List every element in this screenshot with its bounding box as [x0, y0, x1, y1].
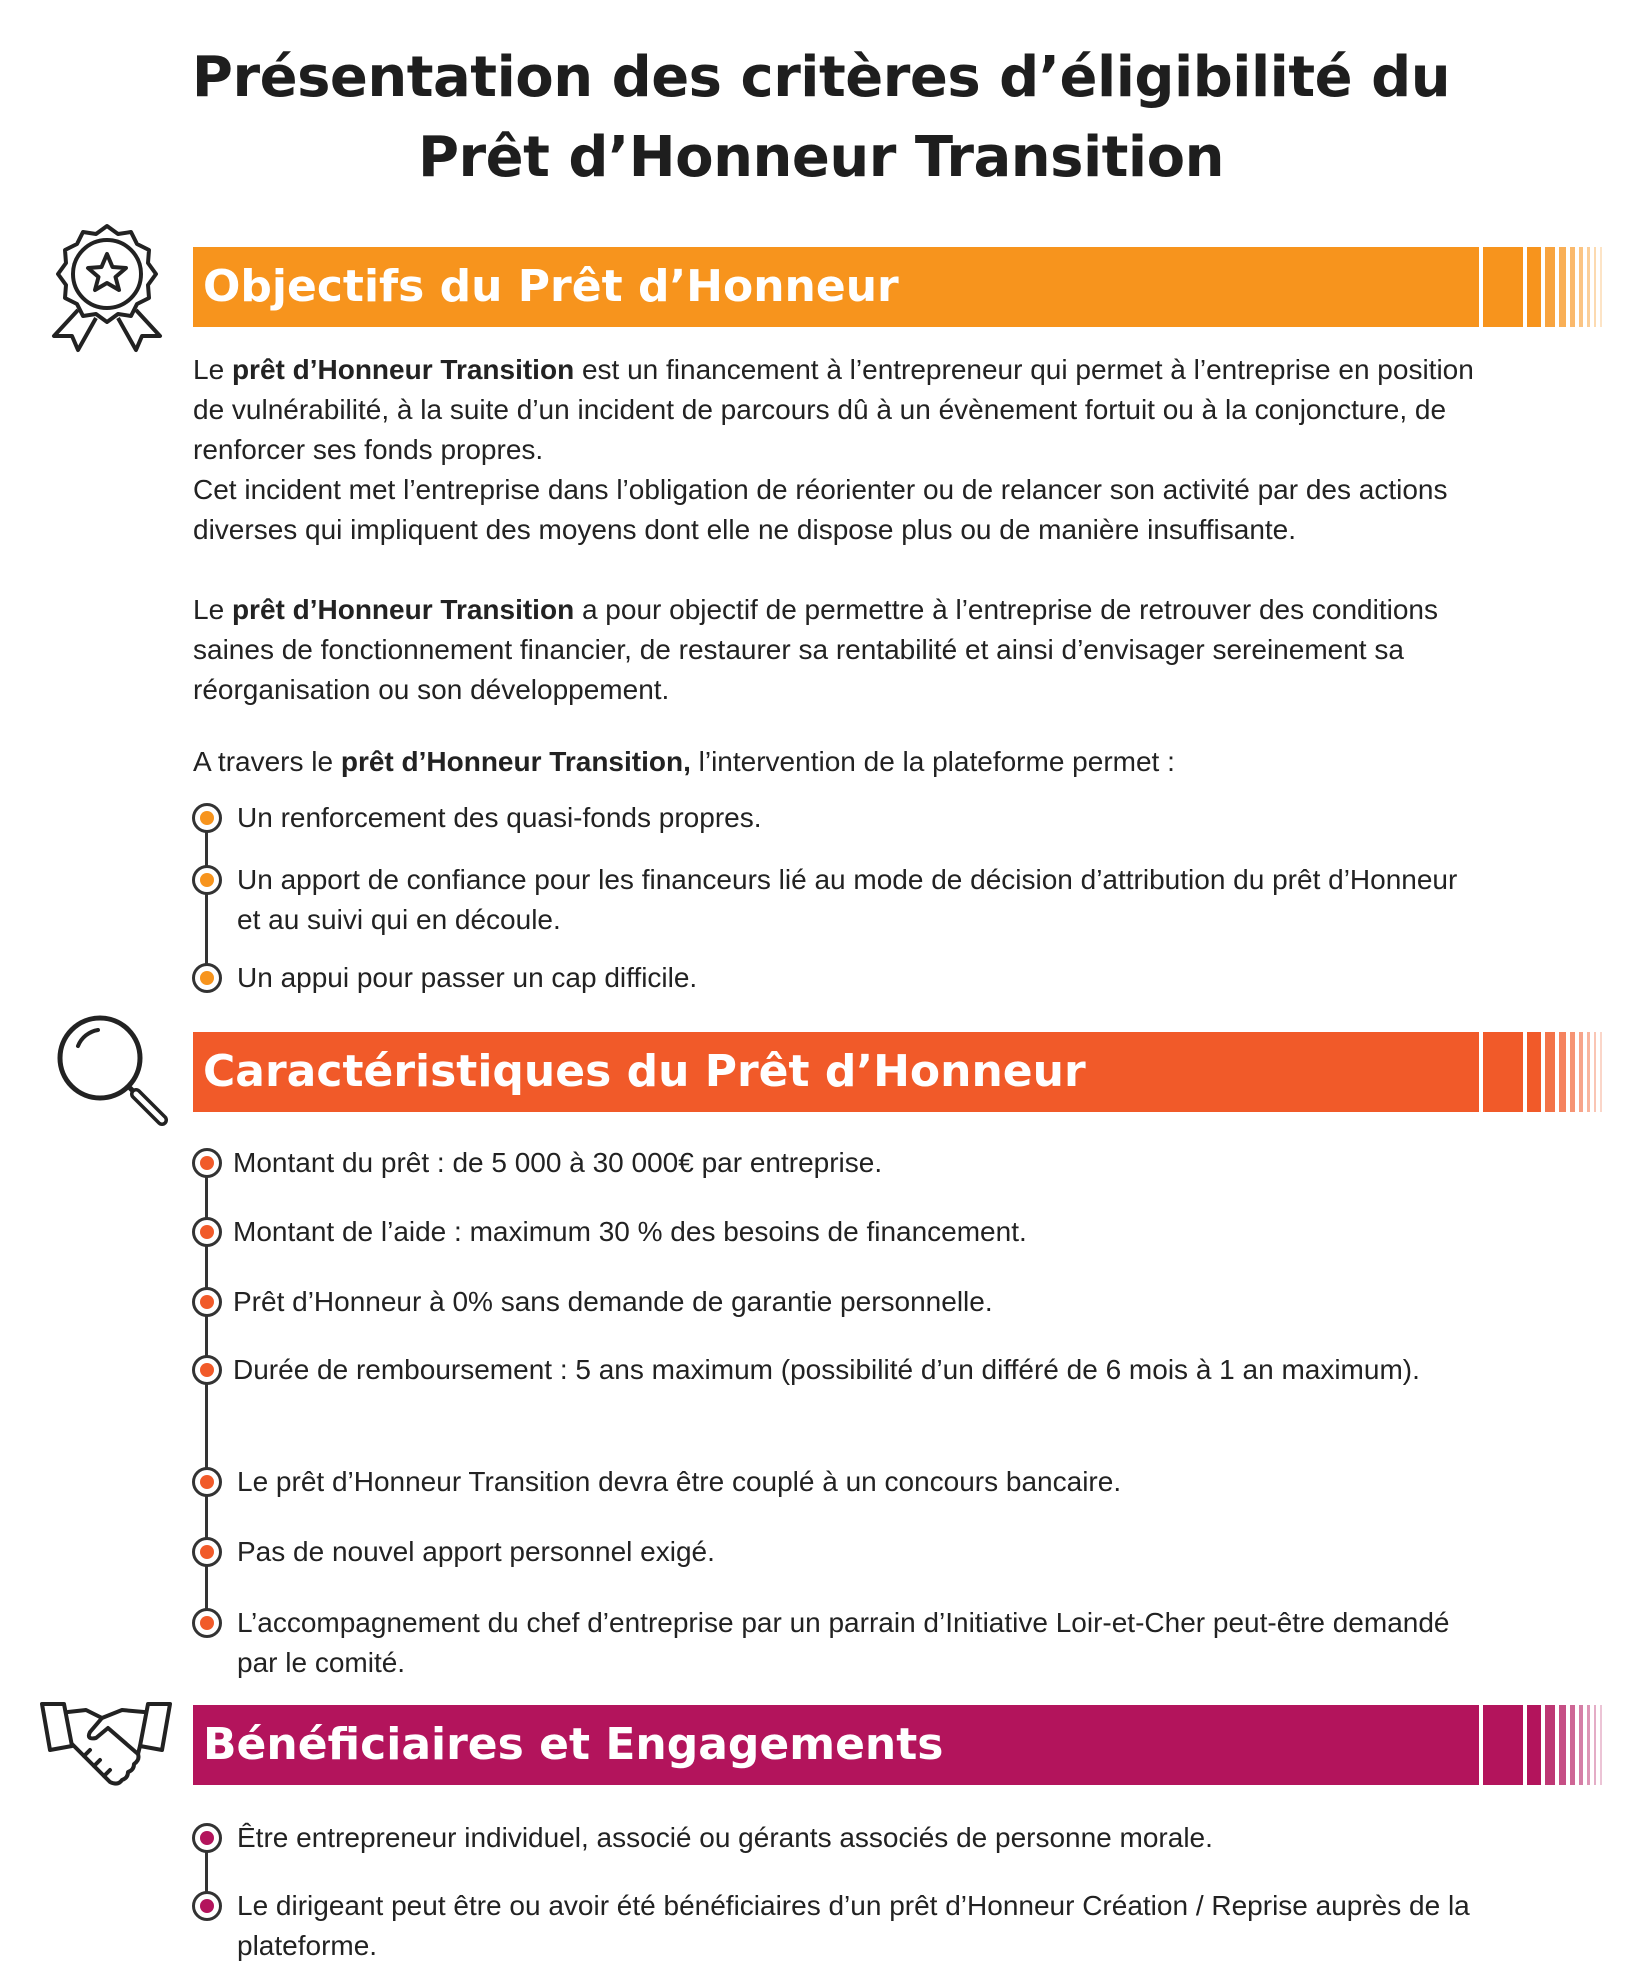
bullet-icon [192, 865, 222, 895]
list-item: Être entrepreneur individuel, associé ou gérants associés de personne morale. [237, 1822, 1213, 1853]
list-item: Montant de l’aide : maximum 30 % des besoins de financement. [233, 1216, 1027, 1247]
bullet-icon [192, 963, 222, 993]
title-line-2: Prêt d’Honneur Transition [418, 125, 1224, 190]
page-title [0, 38, 1642, 198]
list-item: Un apport de confiance pour les financeurs lié au mode de décision d’attribution du prêt d’Honneur et au suivi qui en découle. [237, 864, 1458, 935]
objectifs-paragraph-2: Cet incident met l’entreprise dans l’obligation de réorienter ou de relancer son activité par des actions diverses qui impliquent des moyens dont elle ne dispose plus ou de manière insuffisante. [193, 474, 1448, 545]
list-item: L’accompagnement du chef d’entreprise par un parrain d’Initiative Loir-et-Cher peut-être demandé par le comité. [237, 1607, 1450, 1678]
section-heading-beneficiaires: Bénéficiaires et Engagements [193, 1705, 1479, 1785]
bullet-icon [192, 1217, 222, 1247]
list-item: Le dirigeant peut être ou avoir été bénéficiaires d’un prêt d’Honneur Création / Reprise auprès de la plateforme. [237, 1890, 1470, 1961]
section-heading-caracteristiques: Caractéristiques du Prêt d’Honneur [193, 1032, 1479, 1112]
magnifier-icon [52, 1010, 172, 1130]
section-band-objectifs [193, 247, 1603, 327]
list-item: Durée de remboursement : 5 ans maximum (possibilité d’un différé de 6 mois à 1 an maximum). [233, 1354, 1420, 1385]
objectifs-paragraph-3: Le prêt d’Honneur Transition a pour objectif de permettre à l’entreprise de retrouver des conditions saines de fonctionnement financier, de restaurer sa rentabilité et ainsi d’envisager sereinement sa réorganisation ou son développement. [193, 594, 1438, 705]
section-band-beneficiaires [193, 1705, 1603, 1785]
list-item: Montant du prêt : de 5 000 à 30 000€ par entreprise. [233, 1147, 883, 1178]
bullet-icon [192, 1287, 222, 1317]
list-item: Pas de nouvel apport personnel exigé. [237, 1536, 715, 1567]
timeline-line [205, 818, 208, 978]
award-rosette-icon [48, 222, 166, 354]
bullet-icon [192, 1608, 222, 1638]
list-item: Prêt d’Honneur à 0% sans demande de garantie personnelle. [233, 1286, 993, 1317]
list-item: Le prêt d’Honneur Transition devra être couplé à un concours bancaire. [237, 1466, 1122, 1497]
bullet-icon [192, 1148, 222, 1178]
objectifs-paragraph-4: A travers le prêt d’Honneur Transition, l’intervention de la plateforme permet : [193, 746, 1175, 777]
objectifs-paragraph-1: Le prêt d’Honneur Transition est un financement à l’entrepreneur qui permet à l’entreprise en position de vulnérabilité, à la suite d’un incident de parcours dû à un évènement fortuit ou à la conjoncture, de renforcer ses fonds propres. [193, 354, 1474, 465]
list-item: Un appui pour passer un cap difficile. [237, 962, 698, 993]
bullet-icon [192, 1537, 222, 1567]
bullet-icon [192, 1467, 222, 1497]
bullet-icon [192, 1355, 222, 1385]
handshake-icon [38, 1698, 174, 1794]
bullet-icon [192, 1823, 222, 1853]
bullet-icon [192, 803, 222, 833]
section-band-caracteristiques [193, 1032, 1603, 1112]
list-item: Un renforcement des quasi-fonds propres. [237, 802, 762, 833]
section-heading-objectifs: Objectifs du Prêt d’Honneur [193, 247, 1479, 327]
bullet-icon [192, 1891, 222, 1921]
title-line-1: Présentation des critères d’éligibilité du [191, 45, 1451, 110]
